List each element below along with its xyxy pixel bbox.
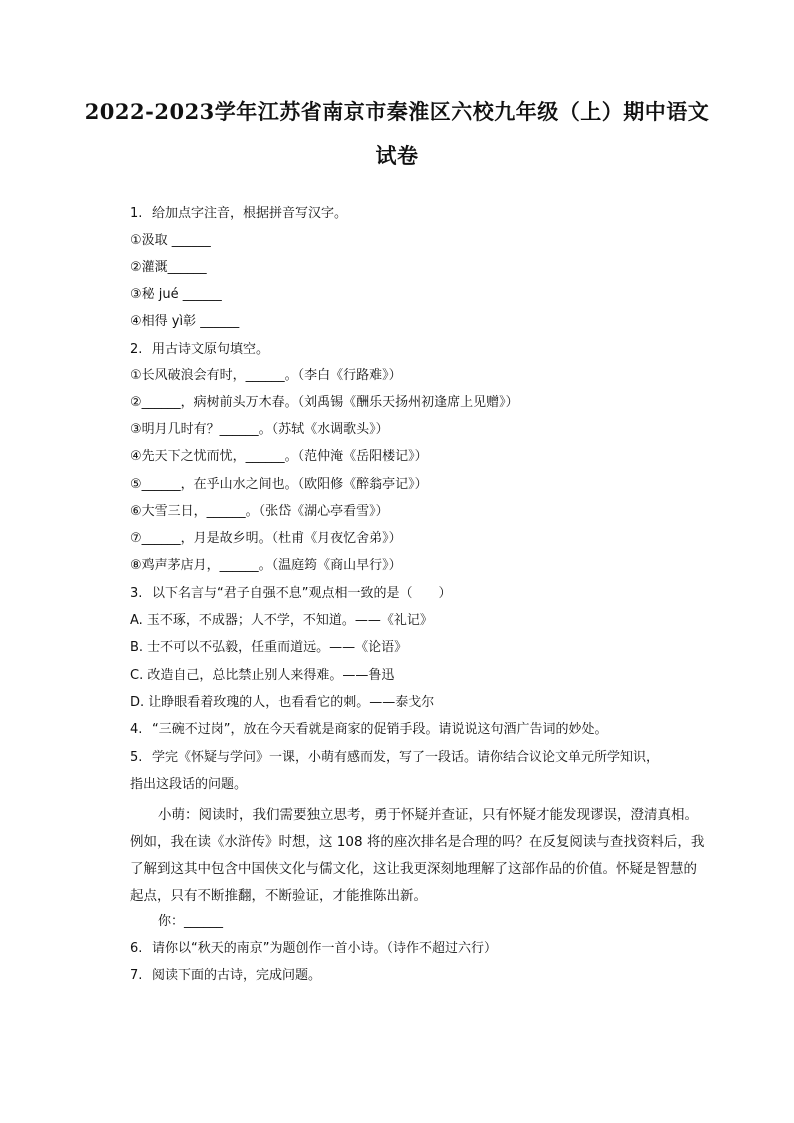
- question-stem-line1: 学完《怀疑与学问》一课，小萌有感而发，写了一段话。请你结合议论文单元所学知识，: [152, 750, 660, 765]
- q2-item-6: ⑥大雪三日，______。（张岱《湖心亭看雪》）: [130, 504, 389, 519]
- q2-item-7: ⑦______，月是故乡明。（杜甫《月夜忆舍弟》）: [130, 531, 402, 546]
- question-1: [130, 205, 347, 223]
- question-3: [130, 585, 451, 603]
- q2-item-5: ⑤______，在乎山水之间也。（欧阳修《醉翁亭记》）: [130, 477, 428, 492]
- q3-option-b: B. 士不可以不弘毅，任重而道远。——《论语》: [130, 640, 408, 655]
- q5-passage: 小萌：阅读时，我们需要独立思考，勇于怀疑并查证，只有怀疑才能发现谬误，澄清真相。例如，我在读《水浒传》时想，这 108 将的座次排名是合理的吗？在反复阅读与查找资料后，我了解到这其中包含中国侠文化与儒文化，这让我更深刻地理解了这部作品的价值。怀疑是智慧的起点，只有不断推翻，不断验证，才能推陈出新。: [130, 807, 705, 904]
- question-5: [130, 749, 659, 767]
- q2-item-3: ③明月几时有？______。（苏轼《水调歌头》）: [130, 422, 389, 437]
- q1-item-1: ①汲取 ______: [130, 233, 211, 248]
- q2-item-2: ②______，病树前头万木春。（刘禹锡《酬乐天扬州初逢席上见赠》）: [130, 395, 519, 410]
- q2-item-1: ①长风破浪会有时，______。（李白《行路难》）: [130, 368, 402, 383]
- question-stem: “三碗不过岗”，放在今天看就是商家的促销手段。请说说这句酒广告词的妙处。: [152, 722, 608, 737]
- question-number: 2.: [130, 342, 143, 357]
- question-7: [130, 967, 321, 985]
- q5-stem-line2: 指出这段话的问题。: [130, 777, 248, 792]
- q5-answer: 你：______: [158, 914, 224, 929]
- q3-option-a: A. 玉不琢，不成器；人不学，不知道。——《礼记》: [130, 613, 433, 628]
- question-number: 4.: [130, 722, 143, 737]
- page-title-line1: 2022-2023学年江苏省南京市秦淮区六校九年级（上）期中语文: [84, 99, 710, 124]
- q2-item-4: ④先天下之忧而忧，______。（范仲淹《岳阳楼记》）: [130, 449, 428, 464]
- q1-item-3: ③秘 jué ______: [130, 287, 222, 302]
- question-stem: 以下名言与“君子自强不息”观点相一致的是（ ）: [152, 586, 452, 601]
- question-6: [130, 940, 497, 958]
- question-number: 7.: [130, 968, 143, 983]
- question-number: 5.: [130, 750, 143, 765]
- q2-item-8: ⑧鸡声茅店月，______。（温庭筠《商山早行》）: [130, 558, 402, 573]
- question-number: 3.: [130, 586, 143, 601]
- page-title-line2: 试卷: [375, 143, 419, 168]
- question-stem: 请你以“秋天的南京”为题创作一首小诗。（诗作不超过六行）: [152, 941, 497, 956]
- question-stem: 给加点字注音，根据拼音写汉字。: [152, 206, 348, 221]
- question-4: [130, 721, 607, 739]
- question-number: 6.: [130, 941, 143, 956]
- q1-item-2: ②灌溉______: [130, 260, 207, 275]
- question-2: [130, 341, 269, 359]
- question-number: 1.: [130, 206, 143, 221]
- question-stem: 阅读下面的古诗，完成问题。: [152, 968, 322, 983]
- q1-item-4: ④相得 yì彰 ______: [130, 314, 240, 329]
- question-stem: 用古诗文原句填空。: [152, 342, 270, 357]
- q3-option-c: C. 改造自己，总比禁止别人来得难。——鲁迅: [130, 668, 395, 683]
- q3-option-d: D. 让睁眼看着玫瑰的人，也看看它的刺。——泰戈尔: [130, 695, 435, 710]
